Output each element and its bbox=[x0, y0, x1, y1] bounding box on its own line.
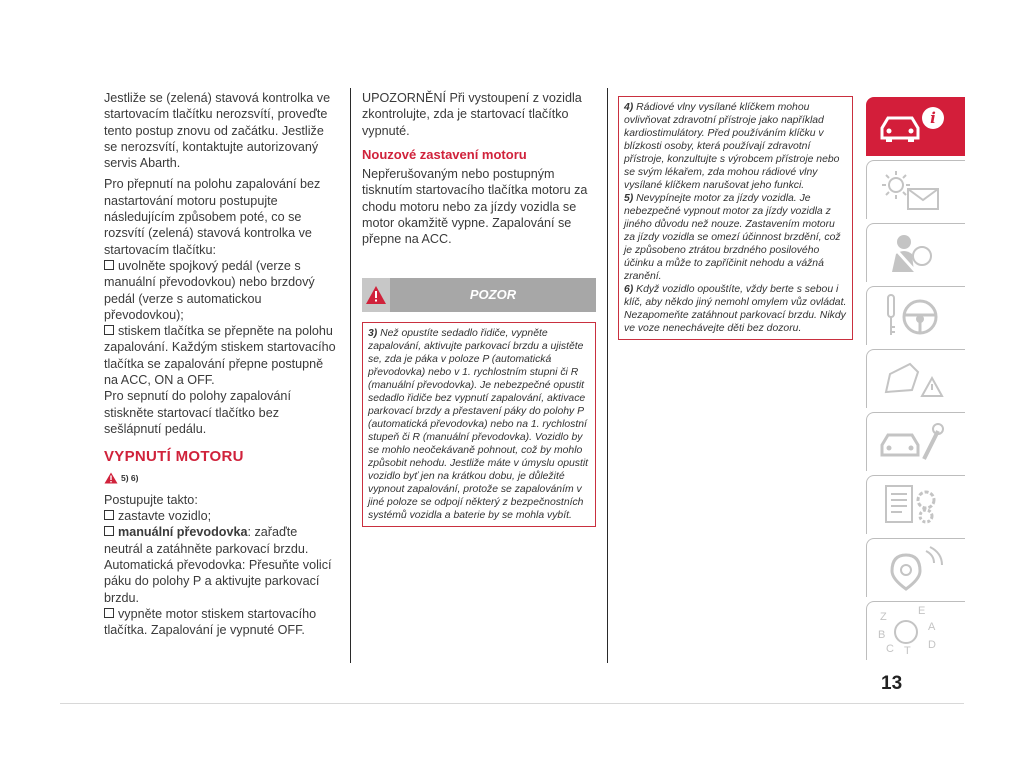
car-maintenance-icon bbox=[872, 415, 960, 469]
warning-note: 4) Rádiové vlny vysílané klíčkem mohou ovlivňovat zdravotní přístroje jako například kardiostimulátory. Před používáním klíčku v blízkosti osoby, která používají zdravotní přístroje, konzultujte s výrobcem přístroje nebo se svým lékařem, zda mohou rádiové vlny vysílané klíčkem narušovat jeho funkci. 5) Nevypínejte motor za jízdy vozidla. Je nebezpečné vypnout motor za jízdy vozidla z jiného důvodu než nouze. Zastavením motoru za jízdy vozidla se omezí účinnost brzdění, což je způsobeno ztrátou brzdného posilového účinku a může to zapříčinit nehodu a vážná zranění. 6) Když vozidlo opouštíte, vždy berte s sebou i klíč, aby někdo jiný nemohl omylem vůz ovládat. Nezapomeňte zatáhnout parkovací brzdu. Nikdy ve voze nenechávejte děti bez dozoru. bbox=[618, 96, 853, 340]
paragraph: Pro sepnutí do polohy zapalování stiskněte startovací tlačítko bez sešlápnutí pedálu. bbox=[104, 389, 291, 436]
car-info-icon bbox=[872, 100, 960, 154]
svg-text:C: C bbox=[886, 643, 894, 655]
paragraph: UPOZORNĚNÍ Při vystoupení z vozidla zkontrolujte, zda je startovací tlačítko vypnuté. bbox=[362, 91, 582, 138]
checkbox-bullet-icon bbox=[104, 325, 114, 335]
tab-technical-data[interactable] bbox=[866, 475, 965, 534]
list-item: manuální převodovka: zařaďte neutrál a zatáhněte parkovací brzdu. Automatická převodovka: Přesuňte volicí páku do polohy P a aktivujte parkovací brzdu. bbox=[104, 525, 332, 605]
column-divider bbox=[350, 88, 351, 663]
tab-car-info[interactable] bbox=[866, 97, 965, 156]
safety-airbag-icon bbox=[872, 226, 960, 280]
checkbox-bullet-icon bbox=[104, 608, 114, 618]
svg-text:B: B bbox=[878, 629, 886, 641]
text-column-1 bbox=[104, 90, 338, 639]
road-emergency-icon bbox=[872, 352, 960, 406]
warning-triangle-icon bbox=[365, 285, 387, 305]
paragraph: Jestliže se (zelená) stavová kontrolka ve startovacím tlačítku nerozsvítí, proveďte tento postup znovu od začátku. Jestliže se nerozsvítí, kontaktujte autorizovaný servis Abarth. bbox=[104, 91, 331, 171]
page-number: 13 bbox=[881, 673, 903, 694]
paragraph: Pro přepnutí na polohu zapalování bez nastartování motoru postupujte následujícím způsobem poté, co se rozsvítí (zelená) stavová kontrolka ve startovacím tlačítku: bbox=[104, 177, 321, 257]
section-title: VYPNUTÍ MOTORU bbox=[104, 448, 244, 466]
tab-starting-driving[interactable] bbox=[866, 286, 965, 345]
tab-dashboard-lights[interactable] bbox=[866, 160, 965, 219]
checkbox-bullet-icon bbox=[104, 260, 114, 270]
warning-note: 3) Než opustíte sedadlo řidiče, vypněte zapalování, aktivujte parkovací brzdu a ujistěte se, zda je páka v poloze P (automatická převodovka) nebo v 1. rychlostním stupni či R (manuální převodovka). Je nebezpečné opustit sedadlo řidiče bez vypnutí zapalování, aktivace parkovací brzdy a přestavení páky do polohy P (automatická převodovka) nebo na 1. rychlostní stupeň či R (manuální převodovka). Vozidlo by se mohlo neočekávaně pohnout, což by mohlo způsobit nehodu. Jestliže máte v úmyslu opustit vozidlo byť jen na krátkou dobu, je důležité vypnout zapalování, protože se zapalováním v jiné poloze se odpojí některý z bezpečnostních systémů vozidla a baterie by se mohla vybít. bbox=[362, 322, 596, 527]
svg-text:T: T bbox=[904, 645, 911, 657]
checkbox-bullet-icon bbox=[104, 526, 114, 536]
list-item: zastavte vozidlo; bbox=[104, 508, 338, 524]
warning-reference: 5) 6) bbox=[104, 470, 338, 486]
tab-safety[interactable] bbox=[866, 223, 965, 282]
paragraph: Postupujte takto: bbox=[104, 492, 198, 507]
svg-text:i: i bbox=[930, 109, 936, 127]
warning-triangle-icon bbox=[104, 472, 118, 484]
svg-text:E: E bbox=[918, 605, 926, 617]
subsection-title: Nouzové zastavení motoru bbox=[362, 146, 527, 162]
svg-text:A: A bbox=[928, 621, 936, 633]
multimedia-icon bbox=[872, 541, 960, 595]
list-item: uvolněte spojkový pedál (verze s manuální převodovkou) nebo brzdový pedál (verze s automatickou převodovkou); bbox=[104, 258, 315, 322]
list-item: stiskem tlačítka se přepněte na polohu zapalování. Každým stiskem startovacího tlačítka se zapalování přepne postupně na ACC, ON a OFF. bbox=[104, 324, 336, 388]
alphabetical-index-icon bbox=[872, 604, 960, 658]
footer-rule bbox=[60, 703, 964, 704]
warning-banner bbox=[362, 278, 596, 312]
tab-emergency[interactable] bbox=[866, 349, 965, 408]
warning-banner-label: POZOR bbox=[469, 286, 517, 302]
svg-text:D: D bbox=[928, 639, 936, 651]
key-steering-icon bbox=[872, 289, 960, 343]
svg-text:Z: Z bbox=[880, 611, 887, 623]
tab-index[interactable] bbox=[866, 601, 965, 660]
text-column-2 bbox=[362, 90, 594, 527]
column-divider bbox=[607, 88, 608, 663]
tab-multimedia[interactable] bbox=[866, 538, 965, 597]
checkbox-bullet-icon bbox=[104, 510, 114, 520]
dashboard-lights-icon bbox=[872, 163, 960, 217]
technical-data-icon bbox=[872, 478, 960, 532]
tab-maintenance[interactable] bbox=[866, 412, 965, 471]
list-item: vypněte motor stiskem startovacího tlačítka. Zapalování je vypnuté OFF. bbox=[104, 606, 317, 638]
paragraph: Nepřerušovaným nebo postupným tisknutím startovacího tlačítka motoru za chodu motoru nebo za jízdy vozidla se motor okamžitě vypne. Zapalování se přepne na ACC. bbox=[362, 167, 588, 247]
